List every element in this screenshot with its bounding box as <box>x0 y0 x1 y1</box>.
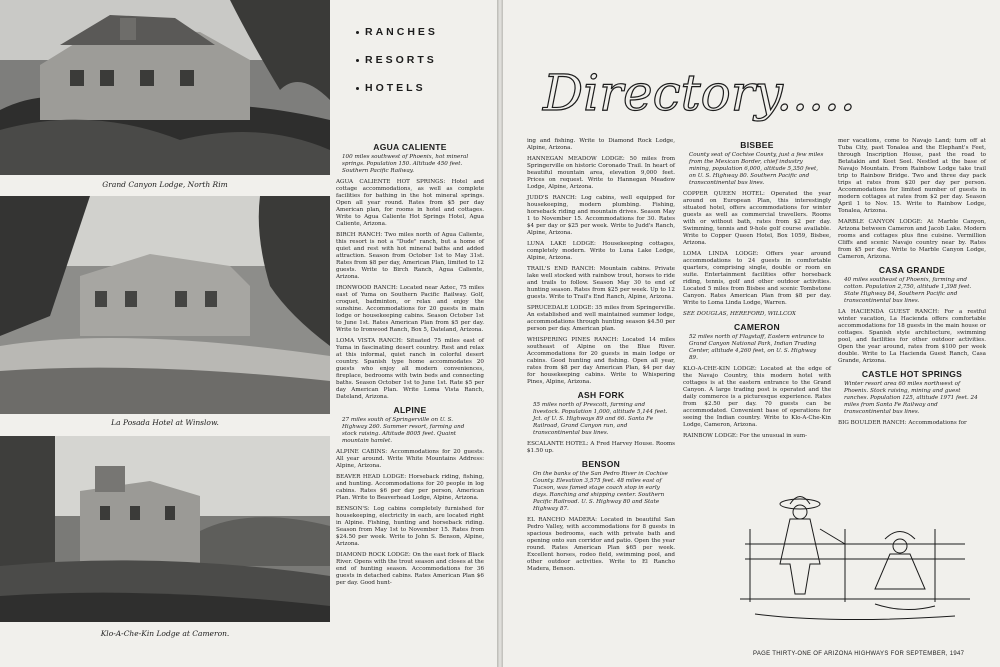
section-title: ASH FORK <box>577 390 625 400</box>
listing-entry: BENSON'S: Log cabins completely furnished for housekeeping, electricity in each, are located right in Alpine. Fishing, hunting and horseback riding. Season from May 1st to November 15. Rates from $24.50 per week. Write to John S. Benson, Alpine, Arizona. <box>336 506 484 547</box>
listing-entry: LOMA VISTA RANCH: Situated 75 miles east of Yuma in fascinating desert country. Rest and relax at this informal, quiet ranch in colorful desert country. Spanish type home accommodates 20 guests who enjoy all modern conveniences, fireplace, bedrooms with twin beds and connecting baths. Season October 1st to June 1st. Rate $5 per day American Plan. Write Loma Vista Ranch, Dateland, Arizona. <box>336 338 484 400</box>
cross-reference: SEE DOUGLAS, HEREFORD, WILLCOX <box>683 311 796 317</box>
right-page <box>503 0 1000 667</box>
section-description: County seat of Cochise County, just a few miles from the Mexican Border, chief industry mining, population 6,000, altitude 5,350 feet, on U. S. Highway 80. Southern Pacific and transcontinental bus lines. <box>689 152 824 186</box>
section-title: ALPINE <box>393 405 427 415</box>
photo-la-posada-hotel <box>0 196 330 414</box>
section-title: CAMERON <box>733 322 780 332</box>
heading-ranches <box>356 26 438 38</box>
listing-entry: DIAMOND ROCK LODGE: On the east fork of Black River. Opens with the trout season and closes at the end of hunting season. Accommodations for 36 guests in detached cabins. Rates American Plan $6 per day. Good hunt- <box>336 552 484 586</box>
bullet-dot <box>356 59 359 62</box>
section-description: On the banks of the San Pedro River in Cochise County. Elevation 3,575 feet. 48 miles east of Tucson, was famed stage coach stop in early days. Ranching and shipping center. Southern Pacific Railroad. U. S. Highway 80 and State Highway 87. <box>533 471 668 512</box>
listing-entry: MARBLE CANYON LODGE: At Marble Canyon, Arizona between Cameron and Jacob Lake. Modern rooms and cottages plus fine cuisine. Vermillion Cliffs and scenic Navajo country near by. Rates from $5 per day. Write to Marble Canyon Lodge, Cameron, Arizona. <box>838 219 986 260</box>
directory-title <box>543 50 856 130</box>
photo-grand-canyon-lodge <box>0 0 330 175</box>
section-headings <box>356 26 438 110</box>
photo-caption: La Posada Hotel at Winslow. <box>111 418 219 427</box>
section-description: 100 miles southwest of Phoenix, hot mineral springs. Population 150. Altitude 450 feet. Southern Pacific Railway. <box>342 154 469 174</box>
listing-entry: COPPER QUEEN HOTEL: Operated the year around on European Plan, this interestingly situated hotel, offers accommodations for winter guests as well as commercial travellers. Rooms with or without bath, rates from $2 per day. Swimming, tennis and 9-hole golf course available. Write to Copper Queen Hotel, Box 1059, Bisbee, Arizona. <box>683 191 831 246</box>
section-description: Winter resort area 60 miles northwest of Phoenix. Stock raising, mining and guest ranches. Population 125, altitude 1971 feet. 24 miles from Santa Fe Railway and transcontinental bus lines. <box>844 381 978 415</box>
section-description: 55 miles north of Prescott, farming and livestock. Population 1,000, altitude 5,144 feet. Jct. of U. S. Highways 89 and 66. Santa Fe Railroad, Grand Canyon run, and transcontinental bus lines. <box>533 402 668 436</box>
directory-title-text: Directory..... <box>543 64 856 122</box>
section-description: 52 miles north of Flagstaff, Eastern entrance to Grand Canyon National Park, Indian Trading Center, altitude 4,260 feet, on U. S. Highway 89. <box>689 334 825 361</box>
listing-entry: BEAVER HEAD LODGE: Horseback riding, fishing, and hunting. Accommodations for 20 people in log cabins. Rates $6 per day per person, American Plan. Write to Beaverhead Lodge, Alpine, Arizona. <box>336 474 484 501</box>
section-title: CASTLE HOT SPRINGS <box>861 369 963 379</box>
section-title: BISBEE <box>740 140 774 150</box>
listing-entry: RAINBOW LODGE: For the unusual in sum- <box>683 433 808 439</box>
listing-entry: WHISPERING PINES RANCH: Located 14 miles southeast of Alpine on the Blue River. Accommodations for 20 guests in main lodge or cabins. Good hunting and fishing. Open all year, rates from $8 per day American Plan, $4 per day for housekeeping cabins. Write to Whispering Pines, Alpine, Arizona. <box>527 337 675 385</box>
section-title: AGUA CALIENTE <box>373 142 447 152</box>
section-description: 40 miles southeast of Phoenix, farming and cotton. Population 2,750, altitude 1,398 feet. State Highway 84, Southern Pacific and transcontinental bus lines. <box>844 277 972 304</box>
listing-entry: KLO-A-CHE-KIN LODGE: Located at the edge of the Navajo Country, this modern hotel with cottages is at the eastern entrance to the Grand Canyon. A large trading post is operated and the daily commerce is a picturesque experience. Rates from $2.50 per day. 70 guests can be accommodated. Convenient base of operations for seeing the Indian country. Write to Klo-A-Che-Kin Lodge, Cameron, Arizona. <box>683 366 831 428</box>
listing-entry: BIG BOULDER RANCH: Accommodations for <box>838 420 967 426</box>
heading-text: RANCHES <box>365 26 438 38</box>
listing-entry: ESCALANTE HOTEL: A Fred Harvey House. Rooms $1.50 up. <box>527 441 675 454</box>
photo-klo-a-che-kin-lodge <box>0 436 330 622</box>
section-description: 27 miles south of Springerville on U. S. Highway 260. Summer resort, farming and stock raising. Altitude 8005 feet. Quaint mountain hamlet. <box>342 417 465 444</box>
photo-caption: Grand Canyon Lodge, North Rim <box>102 180 228 189</box>
left-page <box>0 0 497 667</box>
heading-resorts <box>356 54 438 66</box>
listing-entry: AGUA CALIENTE HOT SPRINGS: Hotel and cottage accommodations, as well as complete facilities for bathing in the hot mineral springs. Open all year round. Rates from $5 per day American plan, for rooms in hotel and cottages. Write to Agua Caliente Hot Springs Hotel, Agua Caliente, Arizona. <box>336 179 484 227</box>
page-footer: PAGE THIRTY-ONE OF ARIZONA HIGHWAYS FOR SEPTEMBER, 1947 <box>753 651 965 657</box>
bullet-dot <box>356 31 359 34</box>
heading-text: HOTELS <box>365 82 426 94</box>
photo-caption: Klo-A-Che-Kin Lodge at Cameron. <box>100 629 230 638</box>
section-title: CASA GRANDE <box>878 265 946 275</box>
listing-entry: TRAIL'S END RANCH: Mountain cabins. Private lake well stocked with rainbow trout, horses to ride and trails to follow. Season May 30 to end of hunting season. Rates from $25 per week. Up to 12 guests. Write to Trail's End Ranch, Alpine, Arizona. <box>527 266 675 300</box>
listing-entry: ing and fishing. Write to Diamond Rock Lodge, Alpine, Arizona. <box>527 138 675 151</box>
right-column-3 <box>838 138 986 431</box>
right-column-1 <box>527 138 675 577</box>
left-text-column <box>336 140 484 591</box>
listing-entry: ALPINE CABINS: Accommodations for 20 guests. All year around. Write White Mountains Address: Alpine, Arizona. <box>336 449 484 469</box>
bullet-dot <box>356 87 359 90</box>
listing-entry: LUNA LAKE LODGE: Housekeeping cottages, completely modern. Write to Luna Lake Lodge, Alpine, Arizona. <box>527 241 675 261</box>
listing-entry: LA HACIENDA GUEST RANCH: For a restful winter vacation, La Hacienda offers comfortable accommodations for 18 guests in the main house or cottages. Spanish style architecture, swimming pool, and facilities for other outdoor activities. Open the year around, rates from $100 per week double. Write to La Hacienda Guest Ranch, Casa Grande, Arizona. <box>838 309 986 364</box>
listing-entry: BIRCH RANCH: Two miles north of Agua Caliente, this resort is not a "Dude" ranch, but a home of quiet and rest with hot mineral baths and added attraction. Season from October 1st to May 31st. Rates from $8 per day, American Plan, limited to 12 guests. Write to Birch Ranch, Agua Caliente, Arizona. <box>336 232 484 280</box>
section-title: BENSON <box>581 459 621 469</box>
listing-entry: LOMA LINDA LODGE: Offers year around accommodations to 24 guests in comfortable quarters, comprising single, double or room en suite. Entertainment facilities offer horseback riding, tennis, golf and other outdoor activities. Located 5 miles from Bisbee and scenic Tombstone Canyon. Rates American Plan from $8 per day. Write to Loma Linda Lodge, Warren. <box>683 251 831 306</box>
cowboy-illustration <box>735 484 975 634</box>
listing-entry: JUDD'S RANCH: Log cabins, well equipped for housekeeping, modern plumbing. Fishing, horseback riding and mountain drives. Season May 1 to November 15. Accommodations for 30. Rates $4 per day or $25 per week. Write to Judd's Ranch, Alpine, Arizona. <box>527 195 675 236</box>
listing-entry: EL RANCHO MADERA: Located in beautiful San Pedro Valley, with accommodations for 8 guests in spacious bedrooms, each with private bath and opening onto sun corridor and patio. Open the year round. Rates American Plan $65 per week. Excellent horses, rodeo field, swimming pool, and other outdoor activities. Write to El Rancho Madera, Benson. <box>527 517 675 572</box>
listing-entry: mer vacations, come to Navajo Land; turn off at Tuba City, past Tonalea and the Elephant's Feet, through Inscription House, past the road to Betatakin and Keet Seel. Nestled at the base of Navajo Mountain. From Rainbow Lodge take trail trip to Rainbow Bridge. Two and three day pack trips at rates from $20 per day per person. Accommodations for limited number of guests in modern cottages at rates from $2 per day. Season April 1 to Nov. 15. Write to Rainbow Lodge, Tonalea, Arizona. <box>838 138 986 214</box>
heading-text: RESORTS <box>365 54 437 66</box>
listing-entry: SPRUCEDALE LODGE: 35 miles from Springerville. An established and well maintained summer lodge, accommodations through hunting season $4.50 per person per day. American plan. <box>527 305 675 332</box>
heading-hotels <box>356 82 438 94</box>
right-column-2 <box>683 138 831 444</box>
listing-entry: IRONWOOD RANCH: Located near Aztec, 75 miles east of Yuma on Southern Pacific Railway. Golf, croquet, badminton, or relax and enjoy the sunshine. Accommodations for 20 guests in main lodge or housekeeping cabins. Season October 1st to June 1st. Rates American Plan from $5 per day. Write to Ironwood Ranch, Box 5, Dateland, Arizona. <box>336 285 484 333</box>
listing-entry: HANNEGAN MEADOW LODGE: 50 miles from Springerville on historic Coronado Trail. In heart of beautiful mountain area, elevation 9,000 feet. Prices on request. Write to Hannegan Meadow Lodge, Alpine, Arizona. <box>527 156 675 190</box>
